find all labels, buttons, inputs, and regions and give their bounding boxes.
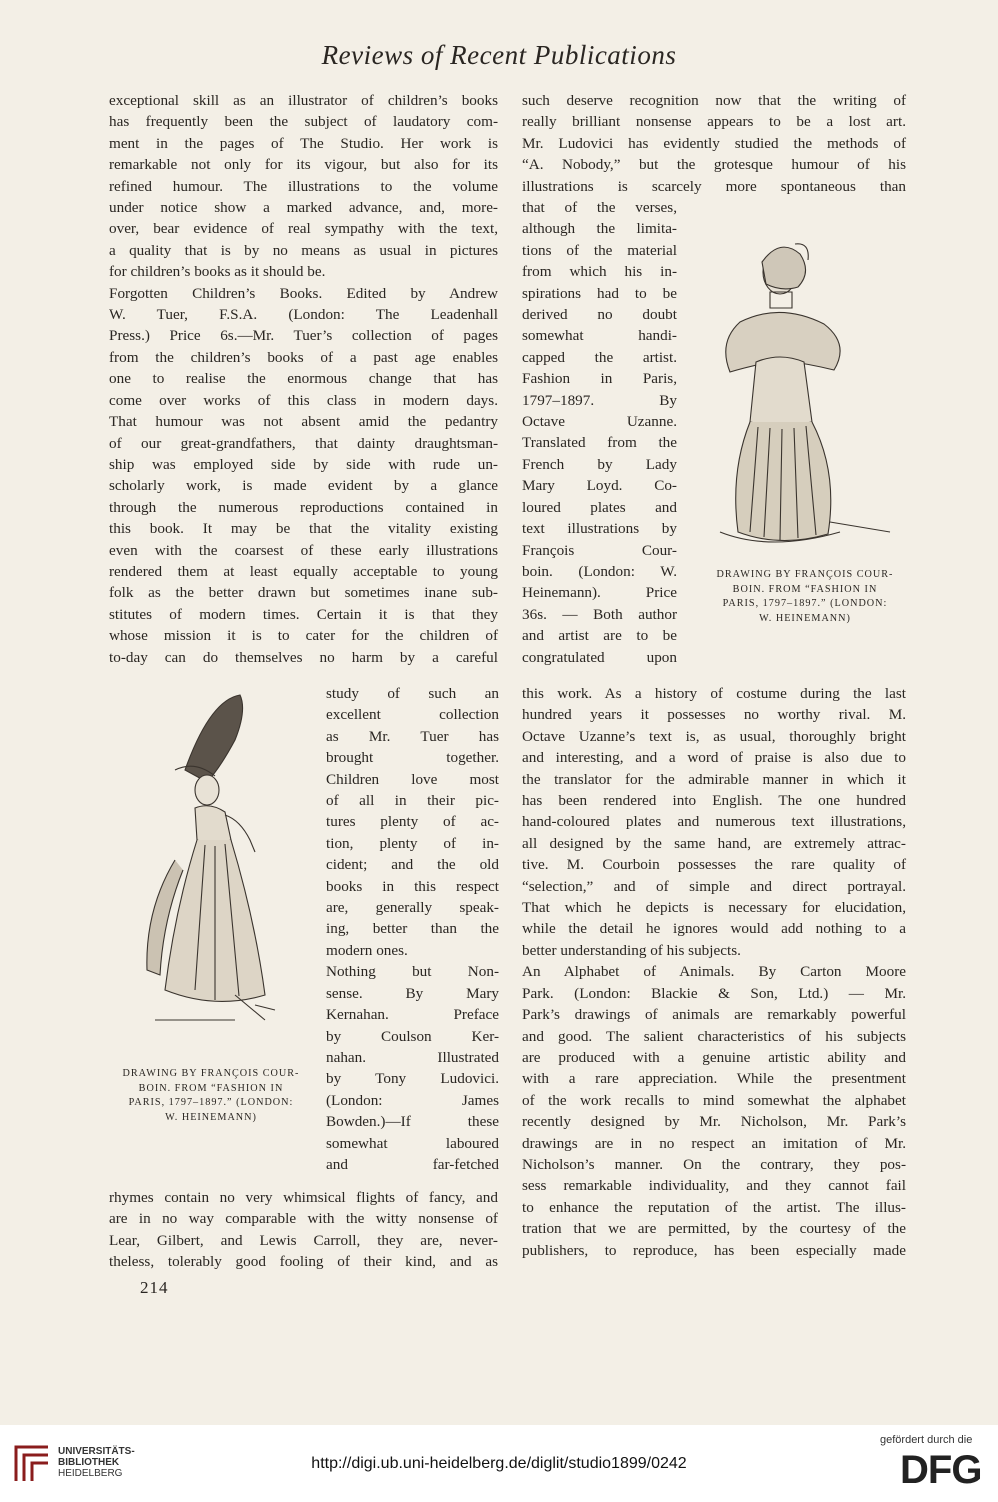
text-line: loured plates and [522,498,677,516]
caption-line: W. HEINEMANN) [759,612,851,624]
library-line-2: BIBLIOTHEK [58,1457,120,1468]
left-column-bottom [109,1187,498,1273]
caption-line: BOIN. FROM “FASHION IN [732,583,878,595]
text-line: tures plenty of ac- [326,813,499,831]
text-line: stitutes of modern times. Certain it is that they [109,605,498,623]
text-line: illustrations is scarcely more spontaneous than [522,177,906,195]
text-line: 1797–1897. By [522,391,677,409]
text-line: and good. The salient characteristics of his subjects [522,1027,906,1045]
library-line-1: UNIVERSITÄTS- [58,1446,135,1457]
text-line: has been rendered into English. The one hundred [522,792,906,810]
text-line: of our great-grandfathers, that dainty draughtsman- [109,434,498,452]
text-line: modern ones. [326,941,408,959]
text-line: somewhat laboured [326,1134,499,1152]
text-line: such deserve recognition now that the writing of [522,92,906,109]
text-line: publishers, to reproduce, has been especially made [522,1241,906,1259]
text-line: really brilliant nonsense appears to be a lost art. [522,113,906,131]
text-line: That humour was not absent amid the pedantry [109,413,498,431]
text-line: rhymes contain no very whimsical flights of fancy, and [109,1189,498,1206]
text-line: and far-fetched [326,1155,499,1173]
text-line: somewhat handi- [522,327,677,345]
text-line: hand-coloured plates and numerous text illustrations, [522,813,906,831]
text-line: boin. (London: W. [522,562,677,580]
text-line: better understanding of his subjects. [522,941,741,959]
text-line: French by Lady [522,455,677,473]
text-line: to-day can do themselves no harm by a careful [109,648,498,666]
caption-left-figure [96,1067,326,1125]
text-line: W. Tuer, F.S.A. (London: The Leadenhall [109,306,498,324]
text-line: 36s. — Both author [522,605,677,623]
text-line: tions of the material [522,241,677,259]
text-line: exceptional skill as an illustrator of children’s books [109,92,498,109]
text-line: from which his in- [522,263,677,281]
text-line: are, generally speak- [326,899,499,917]
text-line: sess remarkable individuality, and they cannot fail [522,1177,906,1195]
left-column-top [109,90,498,668]
caption-line: PARIS, 1797–1897.” (LONDON: [128,1097,294,1108]
text-line: remarkable not only for its vigour, but also for its [109,156,498,174]
text-line: Bowden.)—If these [326,1113,499,1131]
text-line: all designed by the same hand, are extremely attrac- [522,834,906,852]
text-line: has frequently been the subject of laudatory com- [109,113,498,131]
text-line: to enhance the reputation of the artist. The illus- [522,1198,906,1216]
text-line: Mr. Ludovici has evidently studied the methods of [522,134,906,152]
text-line: through the numerous reproductions contained in [109,498,498,516]
library-line-3: HEIDELBERG [58,1468,123,1479]
text-line: over, bear evidence of real sympathy with the text, [109,220,498,238]
text-line: folk as the better drawn but sometimes inane sub- [109,584,498,602]
text-line: cident; and the old [326,856,499,874]
text-line: under notice show a marked advance, and, more- [109,199,498,217]
caption-line: BOIN. FROM “FASHION IN [138,1082,284,1094]
text-line: Nothing but Non- [326,963,499,981]
text-line: Park’s drawings of animals are remarkably powerful [522,1006,906,1024]
text-line: Nicholson’s manner. On the contrary, they pos- [522,1155,906,1173]
text-line: that of the verses, [522,199,677,216]
text-line: rendered them at least equally acceptable to young [109,562,498,580]
text-line: capped the artist. [522,348,677,366]
text-line: and artist are to be [522,627,677,645]
text-line: this work. As a history of costume during the last [522,685,906,702]
text-line: of all in their pic- [326,792,499,810]
text-line: ment in the pages of The Studio. Her work is [109,134,498,152]
text-line: books in this respect [326,877,499,895]
text-line: are produced with a genuine artistic ability and [522,1048,906,1066]
text-line: whose mission it is to cater for the children of [109,627,498,645]
text-line: study of such an [326,685,499,702]
text-line: are in no way comparable with the witty nonsense of [109,1210,498,1228]
text-line: ship was employed side by side with rude un- [109,455,498,473]
text-line: spirations had to be [522,284,677,302]
text-line: by Tony Ludovici. [326,1070,499,1088]
text-line: sense. By Mary [326,984,499,1002]
text-line: Forgotten Children’s Books. Edited by Andrew [109,284,498,302]
text-line: excellent collection [326,706,499,724]
text-line: text illustrations by [522,520,677,538]
right-column-bottom [522,683,906,1261]
text-line: Press.) Price 6s.—Mr. Tuer’s collection of pages [109,327,498,345]
text-line: Park. (London: Blackie & Son, Ltd.) — Mr. [522,984,906,1002]
text-line: although the limita- [522,220,677,238]
text-line: even with the coarsest of these early illustrations [109,541,498,559]
text-line: Heinemann). Price [522,584,677,602]
text-line: François Cour- [522,541,677,559]
text-line: Lear, Gilbert, and Lewis Carroll, they are, never- [109,1231,498,1249]
text-line: hundred years it possesses no worthy rival. M. [522,706,906,724]
page-number: 214 [140,1278,169,1297]
funder-note: gefördert durch die [880,1434,973,1446]
right-column-top [522,90,906,197]
text-line: refined humour. The illustrations to the volume [109,177,498,195]
caption-line: DRAWING BY FRANÇOIS COUR- [122,1068,300,1079]
text-line: That which he depicts is necessary for elucidation, [522,899,906,917]
caption-line: PARIS, 1797–1897.” (LONDON: [722,598,888,609]
fashion-illustration-left [115,690,320,1035]
caption-right-figure [690,568,920,626]
text-line: from the children’s books of a past age enables [109,348,498,366]
dfg-logo: DFG [900,1448,982,1492]
text-line: come over works of this class in modern days. [109,391,498,409]
text-line: with a rare appreciation. While the presentment [522,1070,906,1088]
caption-line: DRAWING BY FRANÇOIS COUR- [716,569,894,580]
text-line: Fashion in Paris, [522,370,677,388]
text-line: as Mr. Tuer has [326,727,499,745]
text-line: while the detail he ignores would add nothing to a [522,920,906,938]
text-line: Kernahan. Preface [326,1006,499,1024]
text-line: “selection,” and of simple and direct portrayal. [522,877,906,895]
text-line: of the work recalls to mind somewhat the alphabet [522,1091,906,1109]
text-line: Translated from the [522,434,677,452]
text-line: by Coulson Ker- [326,1027,499,1045]
text-line: and interesting, and a word of praise is also due to [522,749,906,767]
text-line: brought together. [326,749,499,767]
text-line: tration that we are permitted, by the courtesy of the [522,1220,906,1238]
text-line: “A. Nobody,” but the grotesque humour of his [522,156,906,174]
woman-back-view-icon [700,232,910,562]
source-url[interactable]: http://digi.ub.uni-heidelberg.de/diglit/studio1899/0242 [311,1455,687,1472]
text-line: tion, plenty of in- [326,834,499,852]
right-column-narrow [522,197,677,668]
caption-line: W. HEINEMANN) [165,1111,257,1123]
text-line: derived no doubt [522,306,677,324]
text-line: nahan. Illustrated [326,1048,499,1066]
text-line: scholarly work, is made evident by a glance [109,477,498,495]
text-line: recently designed by Mr. Nicholson, Mr. Park’s [522,1113,906,1131]
text-line: one to realise the enormous change that has [109,370,498,388]
text-line: (London: James [326,1091,499,1109]
text-line: Children love most [326,770,499,788]
text-line: a quality that is by no means as usual in pictures [109,241,498,259]
fashion-illustration-right [700,232,910,562]
text-line: Octave Uzanne’s text is, as usual, thoroughly bright [522,727,906,745]
text-line: theless, tolerably good fooling of their kind, and as [109,1253,498,1271]
text-line: Octave Uzanne. [522,413,677,431]
text-line: Mary Loyd. Co- [522,477,677,495]
running-header: Reviews of Recent Publications [321,40,677,70]
text-line: for children’s books as it should be. [109,263,326,281]
text-line: ing, better than the [326,920,499,938]
text-line: the translator for the admirable manner in which it [522,770,906,788]
left-column-narrow [326,683,499,1175]
text-line: congratulated upon [522,648,677,666]
text-line: tive. M. Courboin possesses the rare quality of [522,856,906,874]
text-line: this book. It may be that the vitality existing [109,520,498,538]
text-line: drawings are in no respect an imitation of Mr. [522,1134,906,1152]
woman-walking-icon [115,690,320,1035]
text-line: An Alphabet of Animals. By Carton Moore [522,963,906,981]
